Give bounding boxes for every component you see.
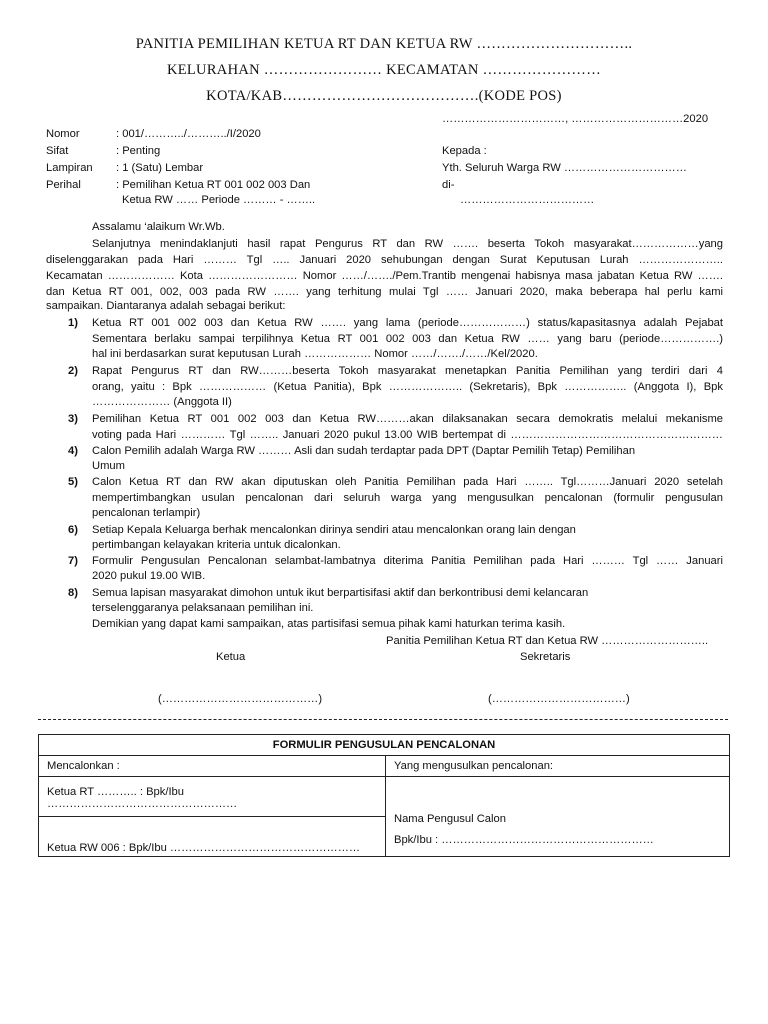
item-line: Calon Ketua RT dan RW akan diputuskan oleh Panitia Pemilihan pada Hari …….. Tgl………Januari 2020 setelah xyxy=(92,476,723,488)
proposer-name-label: Nama Pengusul Calon xyxy=(394,813,506,825)
item-line: Sementara berlaku sampai terpilihnya Ketua RT 001 002 003 dan Ketua RW …… yang baru (periode…………….) xyxy=(92,333,723,345)
ketua-rw-field[interactable]: Ketua RW 006 : Bpk/Ibu …………………………………………… xyxy=(39,817,386,857)
paragraph-line: Kecamatan ……………… Kota …………………… Nomor ……/……./Pem.Trantib mengenai habisnya masa jabatan Ketua RW ……. xyxy=(46,270,723,282)
item-number: 6) xyxy=(68,524,78,536)
item-line: orang, yaitu : Bpk ……………… (Ketua Panitia), Bpk ……………….. (Sekretaris), Bpk …………….. (Anggota I), Bpk xyxy=(92,381,723,393)
item-line: 2020 pukul 19.00 WIB. xyxy=(92,570,206,582)
cut-line xyxy=(38,719,728,720)
perihal-value-2: Ketua RW …… Periode ……… - …….. xyxy=(122,194,316,206)
item-line: Semua lapisan masyarakat dimohon untuk ikut berpartisifasi aktif dan berkontribusi demi kelancaran xyxy=(92,587,589,599)
item-line: Formulir Pengusulan Pencalonan selambat-lambatnya diterima Panitia Pemilihan pada Hari ……… Tgl …… Januari xyxy=(92,555,723,567)
paragraph-line: Selanjutnya menindaklanjuti hasil rapat Pengurus RT dan RW ……. beserta Tokoh masyarakat………………yang xyxy=(92,238,723,250)
item-number: 5) xyxy=(68,476,78,488)
header-line-3: KOTA/KAB………………………………….(KODE POS) xyxy=(206,88,562,104)
item-line: pertimbangan kelayakan kriteria untuk dicalonkan. xyxy=(92,539,341,551)
closing-statement: Demikian yang dapat kami sampaikan, atas partisifasi semua pihak kami haturkan terima kasih. xyxy=(92,618,566,630)
item-number: 7) xyxy=(68,555,78,567)
item-number: 1) xyxy=(68,317,78,329)
item-line: mempertimbangkan usulan pencalonan dari seluruh warga yang mengusulkan pencalonan (formulir pengusulan xyxy=(92,492,723,504)
item-line: ………………… (Anggota II) xyxy=(92,396,232,408)
sifat-label: Sifat xyxy=(46,145,69,157)
item-line: Ketua RT 001 002 003 dan Ketua RW ……. yang lama (periode………………) status/kapasitasnya adalah Pejabat xyxy=(92,317,723,329)
item-line: terselenggaranya pelaksanaan pemilihan ini. xyxy=(92,602,314,614)
ketua-label: Ketua xyxy=(216,651,246,663)
header-line-2: KELURAHAN …………………… KECAMATAN …………………… xyxy=(166,62,602,78)
item-line: pencalonan terlampir) xyxy=(92,507,201,519)
nomor-label: Nomor xyxy=(46,128,80,140)
date-line: ……………………………, …………………………2020 xyxy=(442,113,709,125)
greeting: Assalamu ‘alaikum Wr.Wb. xyxy=(92,221,225,233)
lampiran-label: Lampiran xyxy=(46,162,93,174)
sekretaris-label: Sekretaris xyxy=(520,651,571,663)
ketua-signature-blank: (……………………………………) xyxy=(158,693,323,705)
nomination-form xyxy=(38,734,730,857)
item-number: 3) xyxy=(68,413,78,425)
sifat-value: : Penting xyxy=(116,145,161,157)
paragraph-line: diselenggarakan pada Hari ……… Tgl ….. Januari 2020 sehubungan dengan Surat Keputusan Lurah ………………….. xyxy=(46,254,723,266)
proposer-name-field[interactable]: Bpk/Ibu : ………………………………………………… xyxy=(394,834,654,846)
item-line: Calon Pemilih adalah Warga RW ……… Asli dan sudah terdaptar pada DPT (Daptar Pemilih Tetap) Pemilihan xyxy=(92,445,636,457)
item-number: 2) xyxy=(68,365,78,377)
committee-name: Panitia Pemilihan Ketua RT dan Ketua RW ……………………….. xyxy=(386,635,709,647)
item-line: Setiap Kepala Keluarga berhak mencalonkan dirinya sendiri atau mencalonkan orang lain dengan xyxy=(92,524,576,536)
di-label: di- xyxy=(442,179,455,191)
nominate-header: Mencalonkan : xyxy=(39,756,386,777)
lampiran-value: : 1 (Satu) Lembar xyxy=(116,162,204,174)
item-line: Umum xyxy=(92,460,125,472)
perihal-label: Perihal xyxy=(46,179,81,191)
nomor-value: : 001/………../………../I/2020 xyxy=(116,128,261,140)
item-line: hal ini berdasarkan surat keputusan Lurah ……………… Nomor ……/……./……/Kel/2020. xyxy=(92,348,538,360)
paragraph-line: dan Ketua RT 001, 002, 003 pada RW ……. yang terhitung mulai Tgl …… Januari 2020, maka beberapa hal perlu kami xyxy=(46,286,723,298)
form-title: FORMULIR PENGUSULAN PENCALONAN xyxy=(39,735,730,756)
item-number: 4) xyxy=(68,445,78,457)
header-line-1: PANITIA PEMILIHAN KETUA RT DAN KETUA RW ………………………….. xyxy=(135,36,633,52)
kepada-label: Kepada : xyxy=(442,145,487,157)
perihal-value: : Pemilihan Ketua RT 001 002 003 Dan xyxy=(116,179,311,191)
paragraph-line: sampaikan. Diantaranya adalah sebagai berikut: xyxy=(46,300,286,312)
recipient: Yth. Seluruh Warga RW …………………………… xyxy=(442,162,687,174)
proposer-header: Yang mengusulkan pencalonan: xyxy=(386,756,730,777)
di-place: ……………………………… xyxy=(460,194,595,206)
item-line: Pemilihan Ketua RT 001 002 003 dan Ketua RW………akan dilaksanakan secara demokratis melalui mekanisme xyxy=(92,413,723,425)
ketua-rt-field[interactable]: Ketua RT ……….. : Bpk/Ibu …………………………………………… xyxy=(39,777,386,817)
item-number: 8) xyxy=(68,587,78,599)
item-line: voting pada Hari ………… Tgl …….. Januari 2020 pukul 13.00 WIB bertempat di ………………………………………………… xyxy=(92,429,723,441)
sekretaris-signature-blank: (………………………………) xyxy=(488,693,630,705)
item-line: Rapat Pengurus RT dan RW………beserta Tokoh masyarakat menetapkan Panitia Pemilihan yang terdiri dari 4 xyxy=(92,365,723,377)
proposer-cell xyxy=(386,777,730,857)
